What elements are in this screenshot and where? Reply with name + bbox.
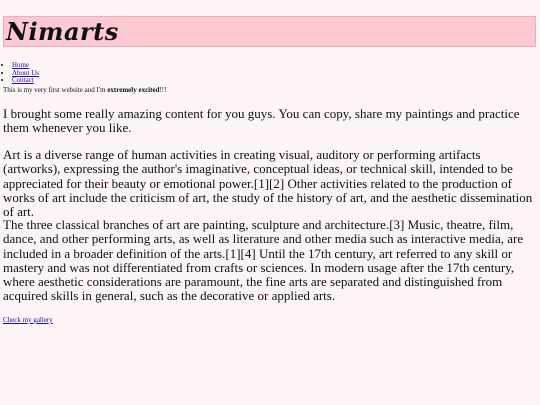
- art-definition-paragraph: Art is a diverse range of human activities in creating visual, auditory or performing artifacts (artworks), expressing the author's imaginative, conceptual ideas, or technical skill, intended to be appreciated for their beauty or emotional power.[1][2] Other activities related to the production of works of art include the criticism of art, the study of the history of art, and the aesthetic dissemination of art.: [3, 147, 533, 220]
- tagline-emphasis: extremely excited: [107, 86, 160, 94]
- site-header: [3, 16, 536, 47]
- gallery-link[interactable]: Check my gallery: [3, 316, 53, 324]
- site-logo[interactable]: Nimarts: [6, 17, 119, 46]
- tagline: [3, 86, 166, 95]
- intro-paragraph: I brought some really amazing content for you guys. You can copy, share my paintings and practice them whenever you like.: [3, 106, 520, 136]
- nav-link-home[interactable]: Home: [12, 61, 30, 69]
- main-nav: [3, 62, 39, 85]
- tagline-suffix: !!!: [159, 86, 167, 94]
- tagline-prefix: This is my very first website and I'm: [3, 86, 108, 94]
- nav-link-about-us[interactable]: About Us: [12, 68, 40, 77]
- nav-item-contact: [12, 77, 39, 85]
- art-branches-paragraph: The three classical branches of art are painting, sculpture and architecture.[3] Music, theatre, film, dance, and other performing arts, as well as literature and other media such as interactive media, are included in a broader definition of the arts.[1][4] Until the 17th century, art referred to any skill or mastery and was not differentiated from crafts or sciences. In modern usage after the 17th century, where aesthetic considerations are paramount, the fine arts are separated and distinguished from acquired skills in general, such as the decorative or applied arts.: [3, 217, 524, 304]
- nav-link-contact[interactable]: Contact: [12, 76, 34, 84]
